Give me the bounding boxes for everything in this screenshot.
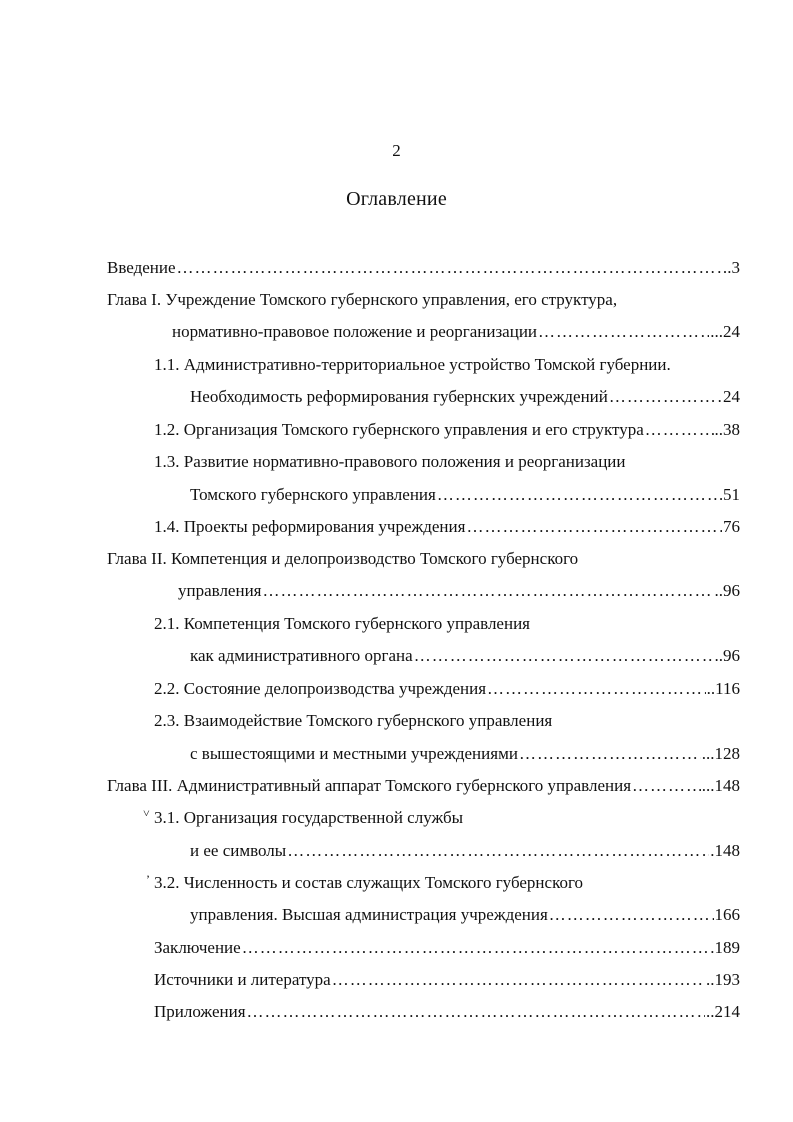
toc-entry-1-3-cont[interactable]: Томского губернского управления ………………………………………………………………………………………………………………………………………………………………………… 51: [190, 482, 740, 508]
toc-entry-appendices[interactable]: Приложения ………………………………………………………………………………………………………………………………………………………………………… ..214: [154, 999, 740, 1025]
page-number: 2: [392, 141, 401, 160]
toc-entry-2-3[interactable]: 2.3. Взаимодействие Томского губернского управления: [154, 711, 553, 730]
toc-entry-conclusion[interactable]: Заключение ………………………………………………………………………………………………………………………………………………………………………… .189: [154, 935, 740, 961]
toc-entry-chapter-3[interactable]: Глава III. Административный аппарат Томского губернского управления ………………………………………………………………………………………………………………………………………………………………………… ...148: [107, 773, 740, 799]
toc-entry-1-1[interactable]: 1.1. Административно-территориальное устройство Томской губернии.: [154, 355, 671, 374]
toc-entry-3-1[interactable]: 3.1. Организация государственной службы: [154, 808, 464, 827]
toc-entry-3-2-cont[interactable]: управления. Высшая администрация учреждения ………………………………………………………………………………………………………………………………………………………………………… 166: [190, 902, 740, 928]
toc-entry-chapter-1[interactable]: Глава I. Учреждение Томского губернского управления, его структура,: [107, 290, 618, 309]
toc-entry-introduction[interactable]: Введение ………………………………………………………………………………………………………………………………………………………………………… .3: [107, 255, 740, 281]
toc-entry-2-1-cont[interactable]: как административного органа ………………………………………………………………………………………………………………………………………………………………………… ..96: [190, 643, 740, 669]
toc-entry-1-1-cont[interactable]: Необходимость реформирования губернских учреждений ………………………………………………………………………………………………………………………………………………………………………… 24: [190, 384, 740, 410]
toc-entry-2-2[interactable]: 2.2. Состояние делопроизводства учреждения ………………………………………………………………………………………………………………………………………………………………………… ..116: [154, 676, 740, 702]
scan-mark: ’: [146, 872, 150, 886]
toc-entry-1-4[interactable]: 1.4. Проекты реформирования учреждения ………………………………………………………………………………………………………………………………………………………………………… 76: [154, 514, 740, 540]
toc-entry-3-1-cont[interactable]: и ее символы ………………………………………………………………………………………………………………………………………………………………………… .148: [190, 838, 740, 864]
toc-entry-chapter-1-cont[interactable]: нормативно-правовое положение и реорганизации ………………………………………………………………………………………………………………………………………………………………………… ...24: [172, 319, 740, 345]
toc-entry-1-3[interactable]: 1.3. Развитие нормативно-правового положения и реорганизации: [154, 452, 626, 471]
toc-entry-chapter-2-cont[interactable]: управления ………………………………………………………………………………………………………………………………………………………………………… ..96: [178, 578, 740, 604]
scan-mark: ˅: [143, 806, 150, 820]
toc-title: Оглавление: [346, 188, 447, 210]
toc-entry-2-3-cont[interactable]: с вышестоящими и местными учреждениями ………………………………………………………………………………………………………………………………………………………………………… ...128: [190, 741, 740, 767]
toc-entry-1-2[interactable]: 1.2. Организация Томского губернского управления и его структура ………………………………………………………………………………………………………………………………………………………………………… ..38: [154, 417, 740, 443]
toc-entry-sources[interactable]: Источники и литература ………………………………………………………………………………………………………………………………………………………………………… ..193: [154, 967, 740, 993]
toc-entry-2-1[interactable]: 2.1. Компетенция Томского губернского управления: [154, 614, 530, 633]
toc-entry-3-2[interactable]: 3.2. Численность и состав служащих Томского губернского: [154, 873, 584, 892]
toc-entry-chapter-2[interactable]: Глава II. Компетенция и делопроизводство Томского губернского: [107, 549, 579, 568]
